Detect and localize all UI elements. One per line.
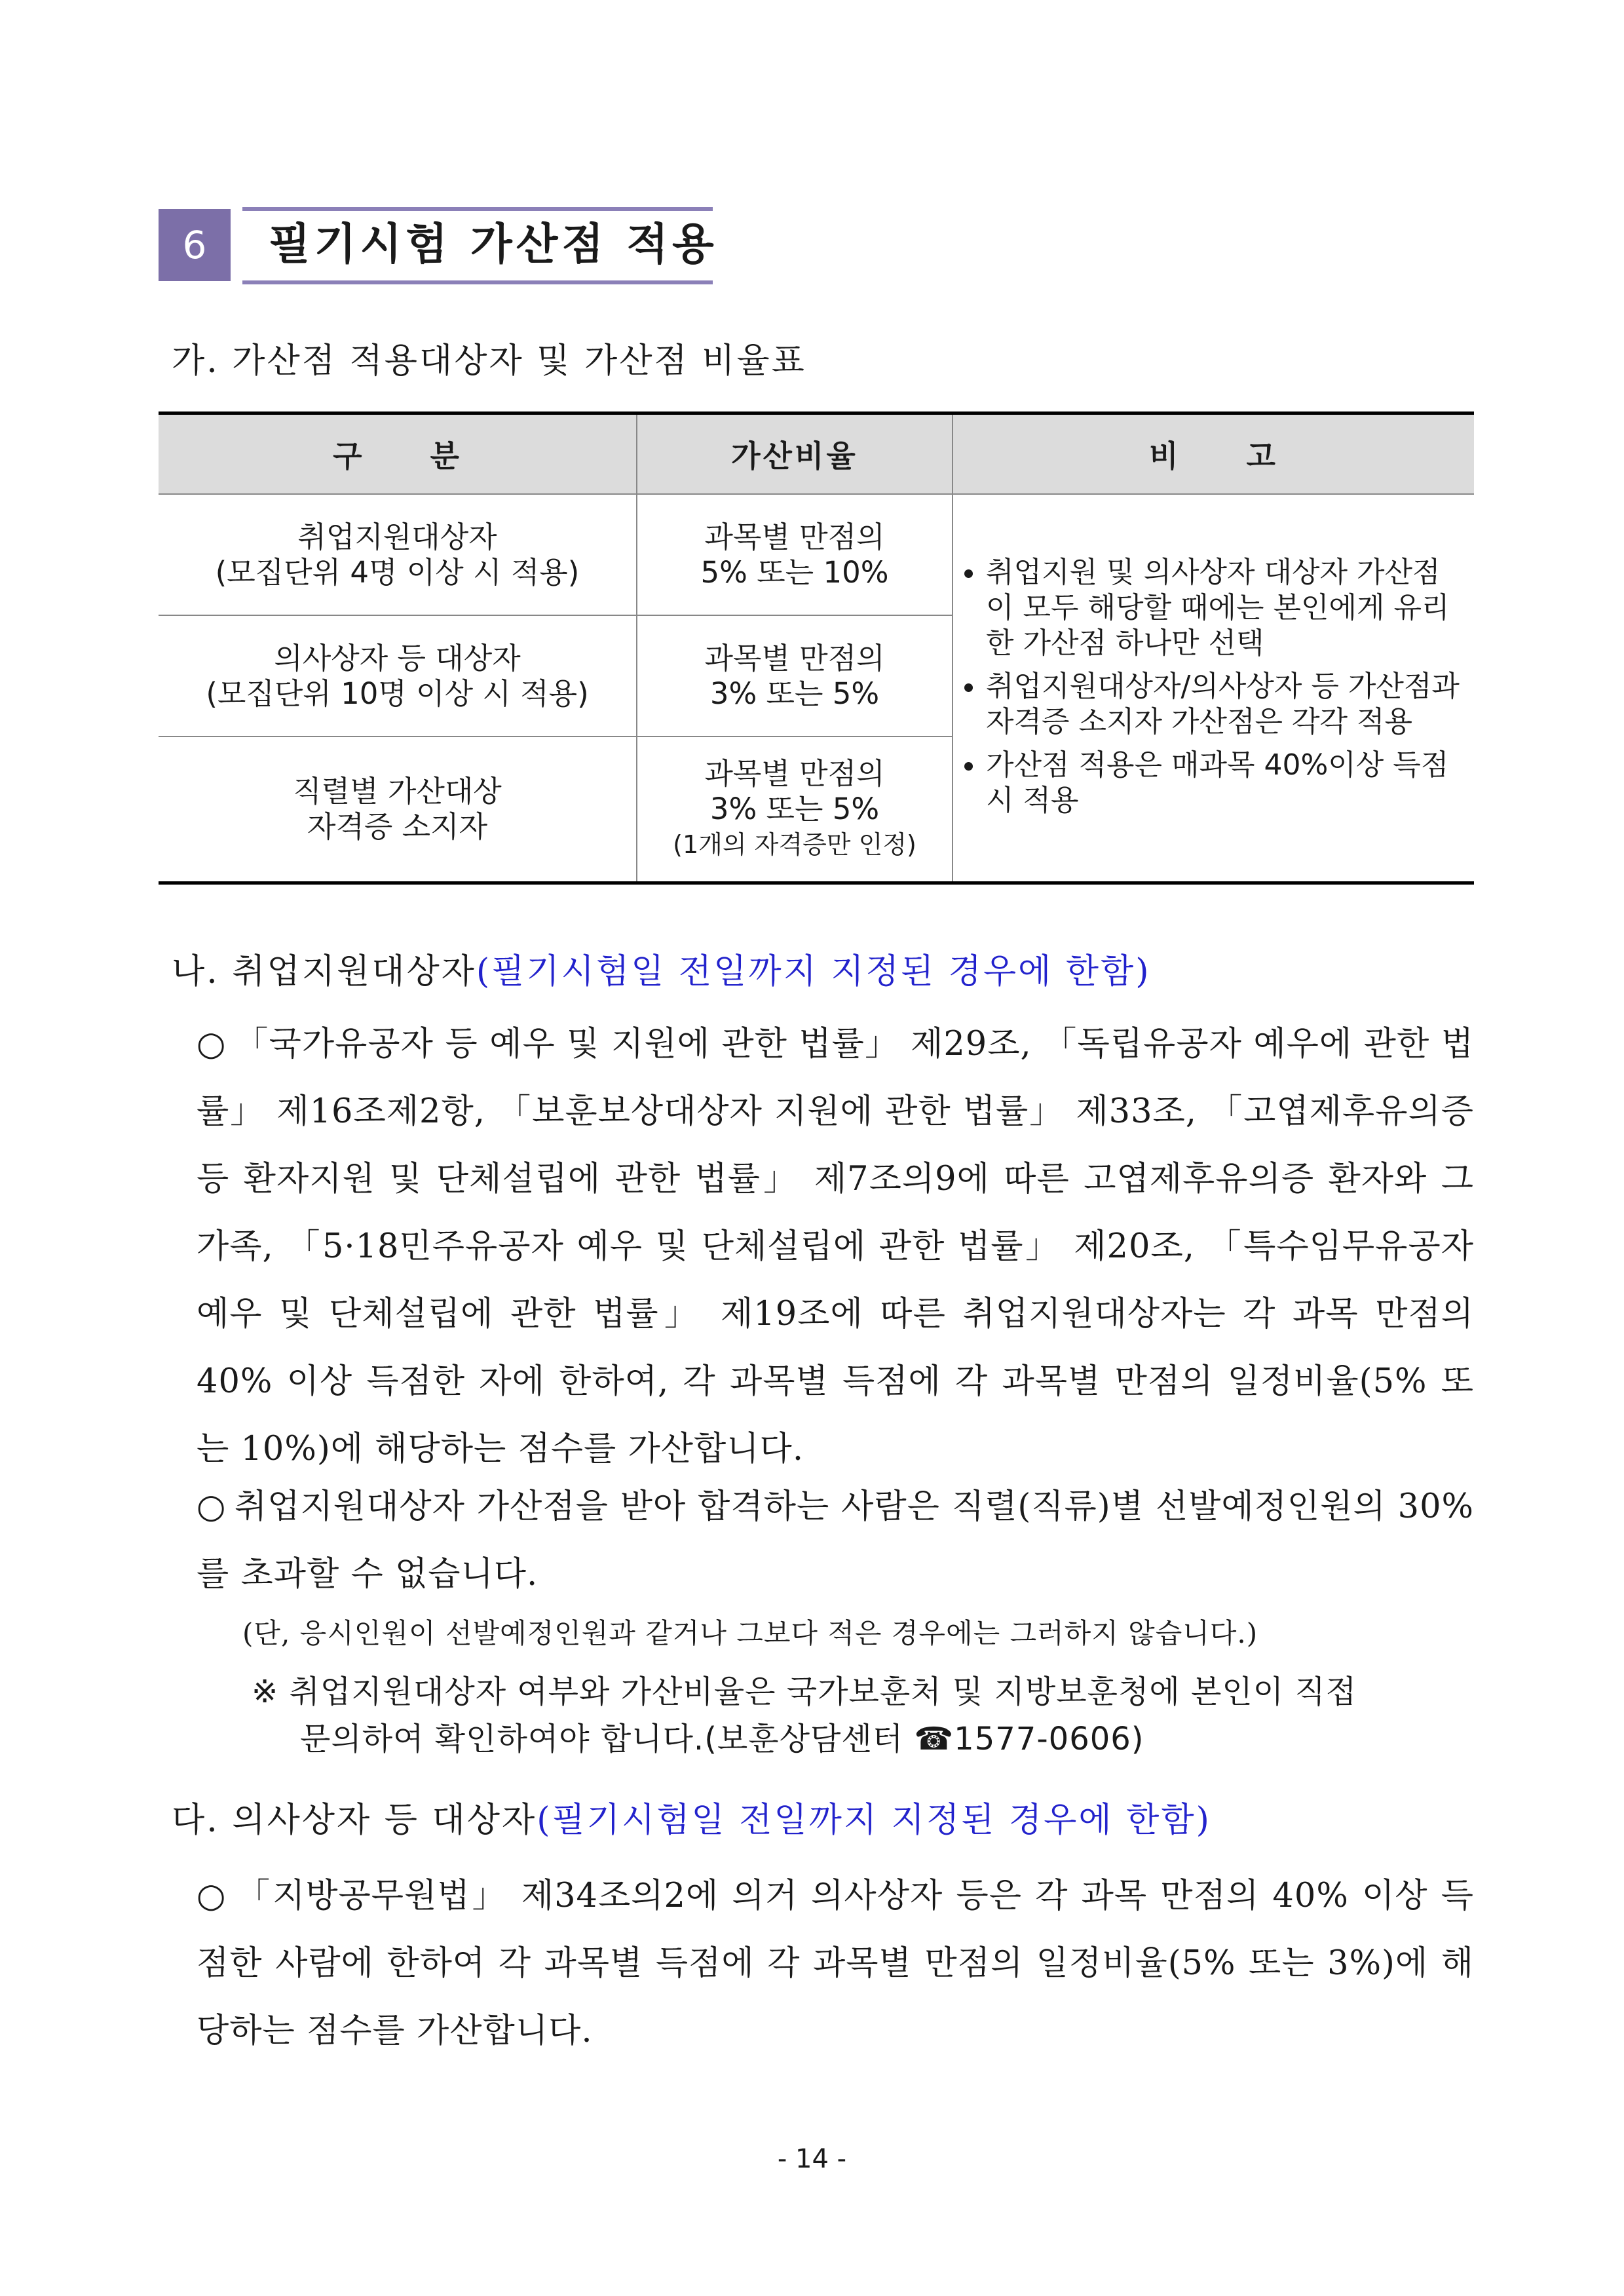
section-number: 6 [159, 209, 231, 281]
ratio-line2: 3% 또는 5% [709, 792, 880, 826]
subsection-b-title: 나. 취업지원대상자 [172, 952, 476, 991]
subsection-b-title-note: (필기시험일 전일까지 지정된 경우에 한함) [476, 952, 1151, 991]
subsection-c-heading [172, 1792, 1211, 1841]
ratio-line1: 과목별 만점의 [704, 756, 885, 791]
table-header-row [159, 413, 1474, 495]
subsection-b-heading [172, 944, 1151, 993]
table-row [159, 494, 1474, 615]
subsection-b-reference [252, 1668, 1357, 1763]
ratio-line2: 3% 또는 5% [709, 676, 880, 711]
page-number: - 14 - [777, 2144, 847, 2174]
ratio-line2: 5% 또는 10% [700, 554, 889, 590]
header-ratio: 가산비율 [637, 413, 953, 495]
subsection-c-title: 다. 의사상자 등 대상자 [172, 1801, 537, 1840]
row-ratio [637, 494, 953, 615]
category-line2: (모집단위 10명 이상 시 적용) [206, 676, 589, 711]
category-line1: 직렬별 가산대상 [293, 774, 502, 809]
reference-line2: 문의하여 확인하여야 합니다.(보훈상담센터 ☎1577-0606) [300, 1721, 1144, 1757]
circle-bullet-icon: ○ [197, 1025, 227, 1063]
section-title: 필기시험 가산점 적용 [269, 219, 718, 269]
row-ratio [637, 737, 953, 883]
subsection-b-paragraph-2-note: (단, 응시인원이 선발예정인원과 같거나 그보다 적은 경우에는 그러하지 않습니다.) [242, 1617, 1258, 1649]
row-category [159, 615, 637, 737]
header-category: 구 분 [159, 413, 637, 495]
paragraph-text: 「국가유공자 등 예우 및 지원에 관한 법률」 제29조, 「독립유공자 예우에 관한 법률」 제16조제2항, 「보훈보상대상자 지원에 관한 법률」 제33조, 「고엽제후유의증 등 환자지원 및 단체설립에 관한 법률」 제7조의9에 따른 고엽제후유의증 환자와 그 가족, 「5·18민주유공자 예우 및 단체설립에 관한 법률」 제20조, 「특수임무유공자 예우 및 단체설립에 관한 법률」 제19조에 따른 취업지원대상자는 각 과목 만점의 40% 이상 득점한 자에 한하여, 각 과목별 득점에 각 과목별 만점의 일정비율(5% 또는 10%)에 해당하는 점수를 가산합니다. [197, 1025, 1474, 1468]
note-item: • 취업지원대상자/의사상자 등 가산점과 자격증 소지자 가산점은 각각 적용 [986, 669, 1462, 740]
ratio-line3: (1개의 자격증만 인정) [673, 830, 916, 859]
paragraph-text: 「지방공무원법」 제34조의2에 의거 의사상자 등은 각 과목 만점의 40% 이상 득점한 사람에 한하여 각 과목별 득점에 각 과목별 만점의 일정비율(5% 또는 3%)에 해당하는 점수를 가산합니다. [197, 1877, 1474, 2050]
category-line1: 의사상자 등 대상자 [274, 640, 521, 676]
subsection-c-paragraph-1 [197, 1862, 1474, 2065]
subsection-c-title-note: (필기시험일 전일까지 지정된 경우에 한함) [537, 1801, 1211, 1840]
category-line2: 자격증 소지자 [307, 809, 488, 844]
category-line1: 취업지원대상자 [297, 519, 497, 554]
subsection-a-title: 가. 가산점 적용대상자 및 가산점 비율표 [172, 341, 806, 381]
circle-bullet-icon: ○ [197, 1487, 227, 1526]
subsection-b-paragraph-2 [197, 1473, 1474, 1608]
note-item: • 취업지원 및 의사상자 대상자 가산점이 모두 해당할 때에는 본인에게 유리한 가산점 하나만 선택 [986, 555, 1462, 661]
row-category [159, 494, 637, 615]
bonus-point-table [159, 411, 1474, 885]
paragraph-text: 취업지원대상자 가산점을 받아 합격하는 사람은 직렬(직류)별 선발예정인원의 30%를 초과할 수 없습니다. [197, 1487, 1474, 1594]
reference-line1: 취업지원대상자 여부와 가산비율은 국가보훈처 및 지방보훈청에 본인이 직접 [289, 1674, 1357, 1710]
section-title-bottom-rule [242, 280, 713, 284]
subsection-b-paragraph-1 [197, 1010, 1474, 1483]
notes-cell [953, 494, 1474, 883]
row-ratio [637, 615, 953, 737]
ratio-line1: 과목별 만점의 [704, 519, 885, 554]
notes-list [962, 555, 1462, 818]
category-line2: (모집단위 4명 이상 시 적용) [215, 554, 580, 590]
header-notes: 비 고 [953, 413, 1474, 495]
reference-mark-icon: ※ [252, 1674, 279, 1710]
circle-bullet-icon: ○ [197, 1877, 227, 1915]
row-category [159, 737, 637, 883]
note-item: • 가산점 적용은 매과목 40%이상 득점 시 적용 [986, 748, 1462, 818]
ratio-line1: 과목별 만점의 [704, 640, 885, 676]
